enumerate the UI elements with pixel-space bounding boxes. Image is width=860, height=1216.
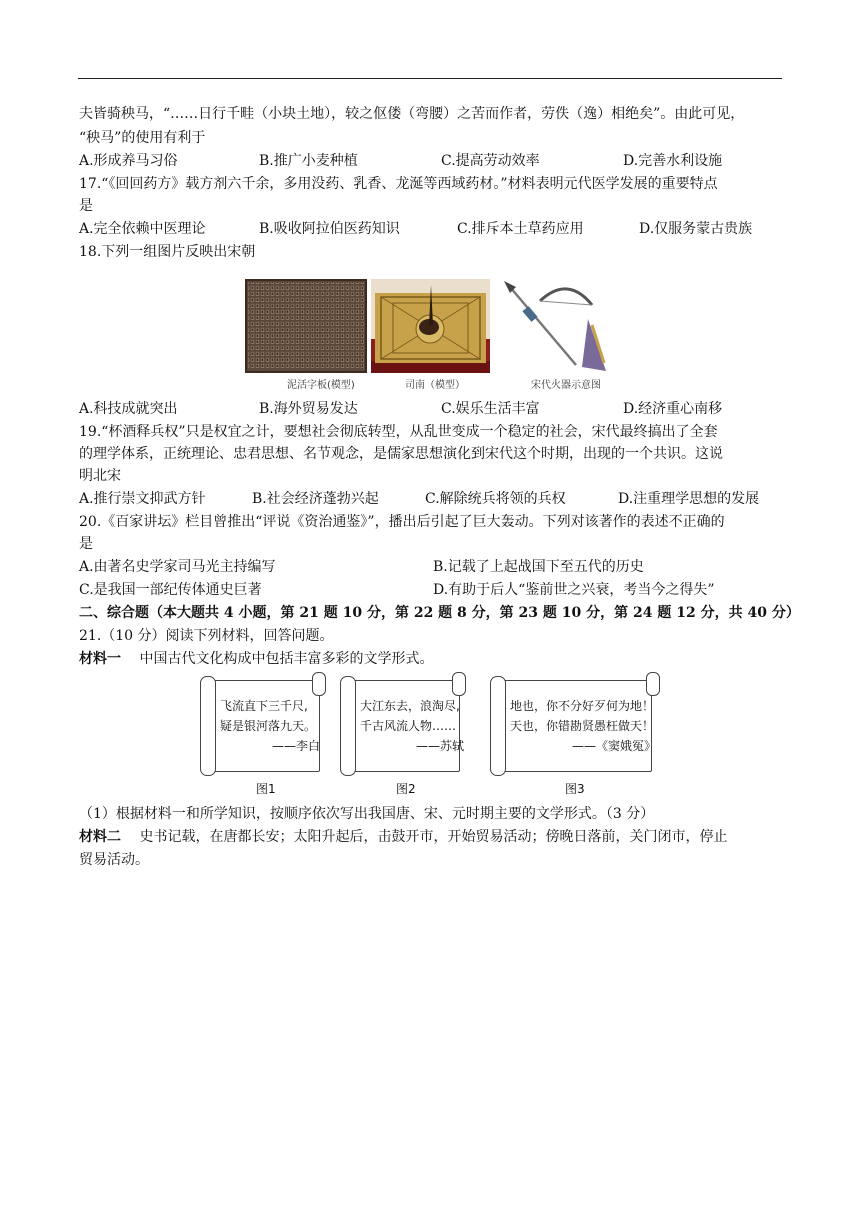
q20-option-b[interactable]: B.记载了上起战国下至五代的历史 xyxy=(433,559,644,575)
section-2-heading: 二、综合题（本大题共 4 小题，第 21 题 10 分，第 22 题 8 分，第 23 题 10 分，第 24 题 12 分，共 40 分） xyxy=(79,605,800,621)
q21-material-1 xyxy=(79,649,433,669)
q18-option-c[interactable]: C.娱乐生活丰富 xyxy=(441,401,540,417)
q19-line-2: 的理学体系，正统理论、忠君思想、名节观念，是儒家思想演化到宋代这个时期，出现的一个共识。这说 xyxy=(79,446,723,462)
q21-stem: 21.（10 分）阅读下列材料，回答问题。 xyxy=(79,628,334,644)
q16-option-c[interactable]: C.提高劳动效率 xyxy=(441,153,540,169)
q21-sub-question-1: （1）根据材料一和所学知识，按顺序依次写出我国唐、宋、元时期主要的文学形式。（3 分） xyxy=(79,806,655,822)
header-rule xyxy=(78,78,782,79)
caption-movable-type: 泥活字板(模型) xyxy=(287,380,355,391)
scroll-1-line-2: 疑是银河落九天。 xyxy=(220,719,317,733)
q17-option-d[interactable]: D.仅服务蒙古贵族 xyxy=(639,221,753,237)
q17-option-a[interactable]: A.完全依赖中医理论 xyxy=(79,221,206,237)
material-2-label: 材料二 xyxy=(79,829,121,845)
material-1-label: 材料一 xyxy=(79,651,121,667)
scroll-1-author: ——李白 xyxy=(271,739,320,753)
q16-option-d[interactable]: D.完善水利设施 xyxy=(623,153,723,169)
scroll-1-line-1: 飞流直下三千尺, xyxy=(220,699,308,713)
figure-3-label: 图3 xyxy=(565,782,585,796)
scroll-3-author: ——《窦娥冤》 xyxy=(571,739,656,753)
scroll-3-line-1: 地也，你不分好歹何为地！ xyxy=(510,699,655,713)
q20-option-d[interactable]: D.有助于后人“鉴前世之兴衰，考当今之得失” xyxy=(433,582,715,598)
q18-option-d[interactable]: D.经济重心南移 xyxy=(623,401,723,417)
compass-sinan-image xyxy=(371,279,490,373)
q20-option-c[interactable]: C.是我国一部纪传体通史巨著 xyxy=(79,582,262,598)
q21-material-2-line-1 xyxy=(79,827,727,847)
q19-option-d[interactable]: D.注重理学思想的发展 xyxy=(618,491,760,507)
q19-line-3: 明北宋 xyxy=(79,468,121,484)
material-2-text-1: 史书记载，在唐都长安；太阳升起后，击鼓开市，开始贸易活动；傍晚日落前，关门闭市，停止 xyxy=(139,829,728,845)
q20-option-a[interactable]: A.由著名史学家司马光主持编写 xyxy=(79,559,276,575)
caption-firearm: 宋代火器示意图 xyxy=(531,380,601,391)
q20-line-2: 是 xyxy=(79,536,93,552)
q19-option-c[interactable]: C.解除统兵将领的兵权 xyxy=(425,491,566,507)
q19-line-1: 19.“杯酒释兵权”只是权宜之计，要想社会彻底转型，从乱世变成一个稳定的社会，宋代最终搞出了全套 xyxy=(79,424,718,440)
scroll-3-line-2: 天也，你错勘贤愚枉做天！ xyxy=(510,719,655,733)
q19-option-a[interactable]: A.推行崇文抑武方针 xyxy=(79,491,206,507)
material-2-text-2: 贸易活动。 xyxy=(79,852,149,868)
q18-option-a[interactable]: A.科技成就突出 xyxy=(79,401,178,417)
q16-line-2: “秧马”的使用有利于 xyxy=(79,130,206,146)
q17-option-b[interactable]: B.吸收阿拉伯医药知识 xyxy=(259,221,400,237)
scroll-2-line-1: 大江东去，浪淘尽, xyxy=(360,699,460,713)
q17-option-c[interactable]: C.排斥本土草药应用 xyxy=(457,221,584,237)
q17-line-2: 是 xyxy=(79,198,93,214)
q16-line-1: 夫皆骑秧马，“……日行千畦（小块土地），较之伛偻（弯腰）之苦而作者，劳佚（逸）相绝矣”。由此可见， xyxy=(79,106,745,122)
figure-1-label: 图1 xyxy=(256,782,276,796)
scroll-figure-2 xyxy=(340,676,466,776)
q18-option-b[interactable]: B.海外贸易发达 xyxy=(259,401,358,417)
song-firearm-image xyxy=(496,279,618,373)
q16-option-a[interactable]: A.形成养马习俗 xyxy=(79,153,178,169)
caption-sinan: 司南（模型） xyxy=(405,380,465,391)
q19-option-b[interactable]: B.社会经济蓬勃兴起 xyxy=(252,491,379,507)
scroll-2-author: ——苏轼 xyxy=(415,739,464,753)
material-1-text: 中国古代文化构成中包括丰富多彩的文学形式。 xyxy=(139,651,434,667)
scroll-figure-1 xyxy=(200,676,326,776)
scroll-2-line-2: 千古风流人物…… xyxy=(360,719,457,733)
q20-line-1: 20.《百家讲坛》栏目曾推出“评说《资治通鉴》”，播出后引起了巨大轰动。下列对该著作的表述不正确的 xyxy=(79,514,725,530)
q18-stem: 18.下列一组图片反映出宋朝 xyxy=(79,244,256,260)
q17-line-1: 17.“《回回药方》载方剂六千余，多用没药、乳香、龙涎等西域药材。”材料表明元代医学发展的重要特点 xyxy=(79,176,718,192)
q16-option-b[interactable]: B.推广小麦种植 xyxy=(259,153,358,169)
figure-2-label: 图2 xyxy=(396,782,416,796)
movable-type-plate-image xyxy=(245,279,367,373)
scroll-figure-3 xyxy=(490,676,660,776)
